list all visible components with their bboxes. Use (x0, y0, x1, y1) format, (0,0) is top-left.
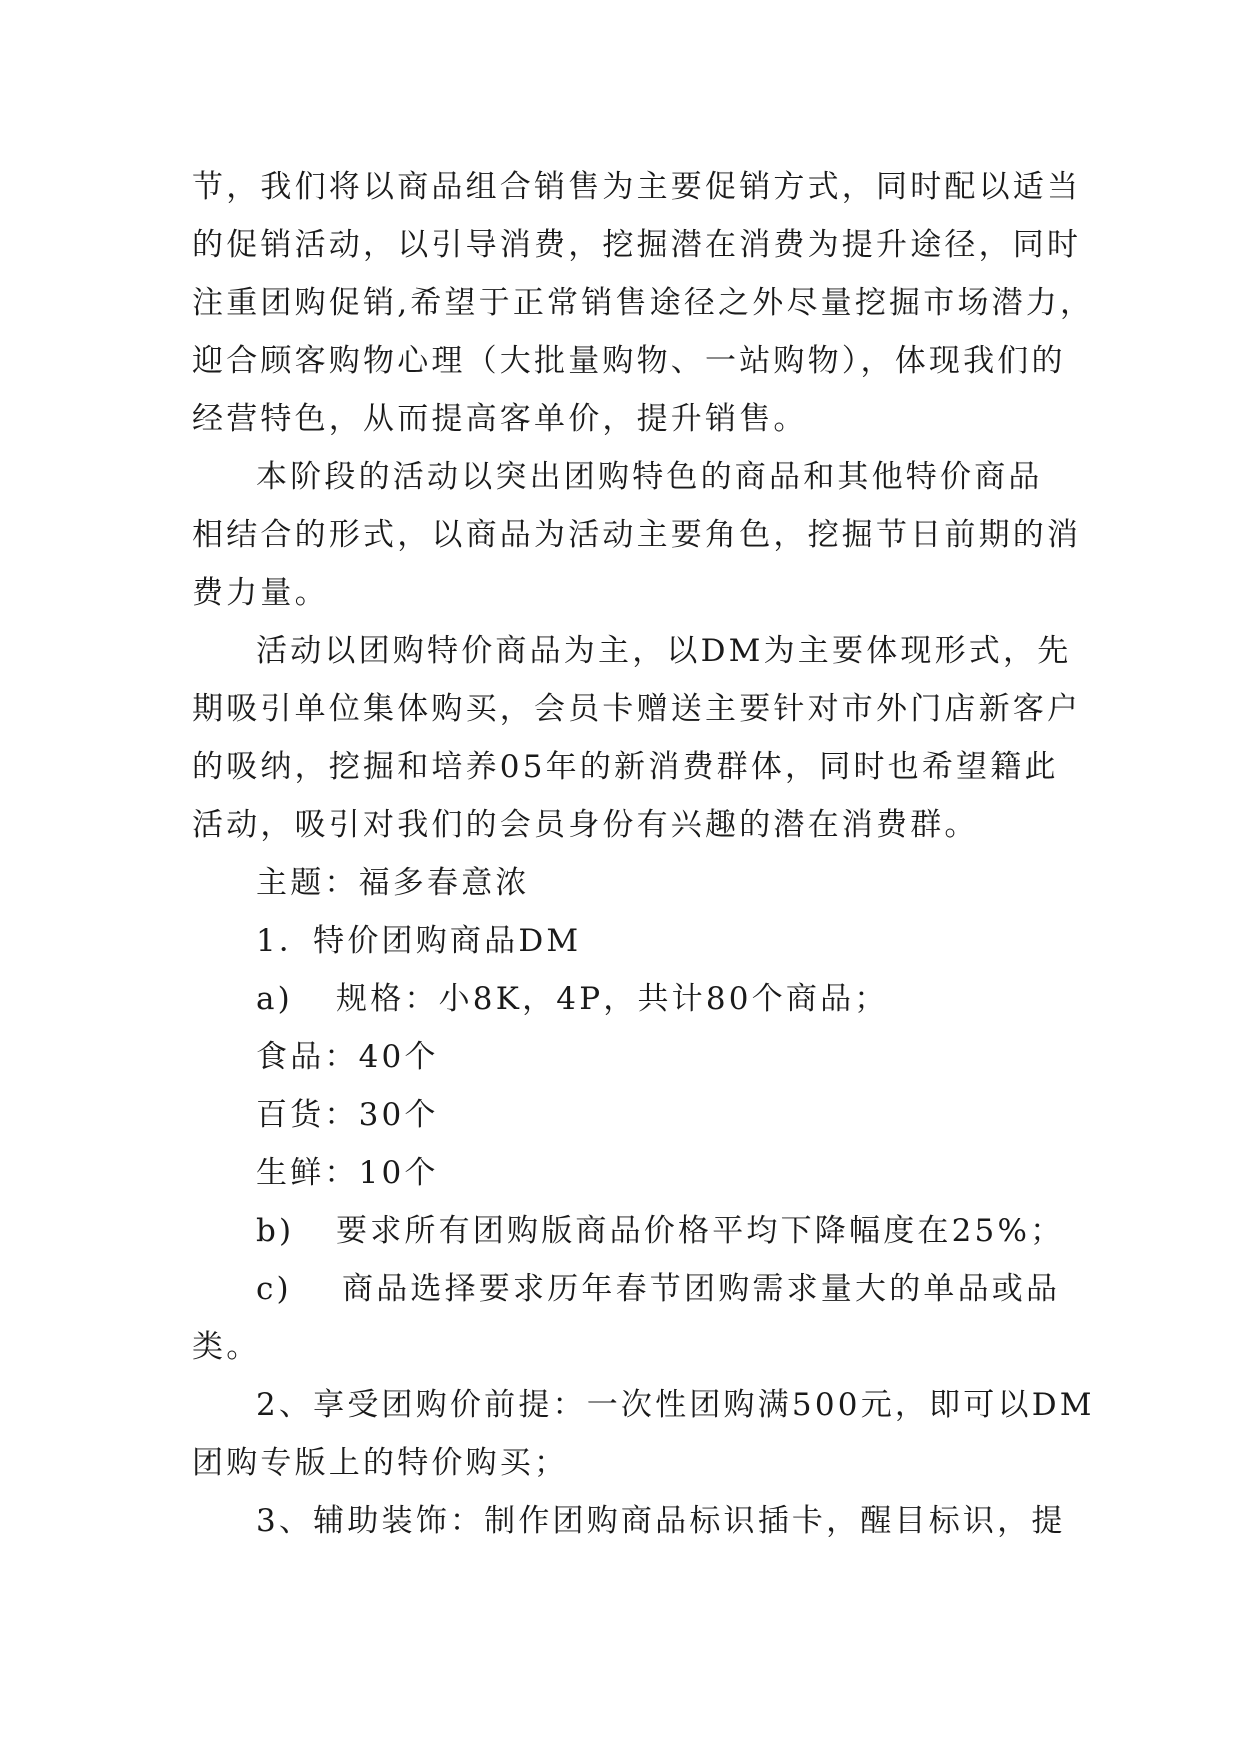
paragraph-line: 本阶段的活动以突出团购特色的商品和其他特价商品 (256, 459, 1043, 495)
paragraph-line: 的吸纳，挖掘和培养05年的新消费群体，同时也希望籍此 (192, 749, 1059, 785)
theme-line: 主题：福多春意浓 (256, 865, 530, 901)
paragraph-line: 活动以团购特价商品为主，以DM为主要体现形式，先 (256, 633, 1072, 669)
paragraph-line: 经营特色，从而提高客单价，提升销售。 (192, 401, 808, 437)
list-item (192, 970, 1082, 1028)
paragraph-line: 注重团购促销,希望于正常销售途径之外尽量挖掘市场潜力， (192, 285, 1095, 321)
list-marker: a) (256, 981, 293, 1017)
paragraph-line: 迎合顾客购物心理（大批量购物、一站购物），体现我们的 (192, 343, 1066, 379)
paragraph-line: 相结合的形式，以商品为活动主要角色，挖掘节日前期的消 (192, 517, 1082, 553)
list-item-text: 规格：小8K，4P，共计80个商品； (336, 981, 889, 1017)
list-marker: b) (256, 1213, 295, 1249)
list-marker: c) (256, 1271, 292, 1307)
list-subitem: 食品：40个 (256, 1039, 439, 1075)
paragraph-line: 节，我们将以商品组合销售为主要促销方式，同时配以适当 (192, 169, 1082, 205)
paragraph-line: 团购专版上的特价购买； (192, 1445, 569, 1481)
paragraph-line: 类。 (192, 1329, 261, 1365)
paragraph-line: 期吸引单位集体购买，会员卡赠送主要针对市外门店新客户 (192, 691, 1082, 727)
paragraph-line: 活动，吸引对我们的会员身份有兴趣的潜在消费群。 (192, 807, 979, 843)
list-item (192, 1202, 1082, 1260)
paragraph-line: 3、辅助装饰：制作团购商品标识插卡，醒目标识，提 (256, 1503, 1066, 1539)
list-item-text: 要求所有团购版商品价格平均下降幅度在25%； (336, 1213, 1065, 1249)
document-body (192, 158, 1095, 1550)
paragraph-line: 2、享受团购价前提：一次性团购满500元，即可以DM (256, 1387, 1095, 1423)
paragraph-line: 的促销活动，以引导消费，挖掘潜在消费为提升途径，同时 (192, 227, 1082, 263)
list-item-text: 商品选择要求历年春节团购需求量大的单品或品 (342, 1271, 1061, 1307)
list-subitem: 生鲜：10个 (256, 1155, 439, 1191)
paragraph-line: 费力量。 (192, 575, 329, 611)
list-item (192, 1260, 1082, 1318)
section-heading: 1．特价团购商品DM (256, 923, 582, 959)
list-subitem: 百货：30个 (256, 1097, 439, 1133)
